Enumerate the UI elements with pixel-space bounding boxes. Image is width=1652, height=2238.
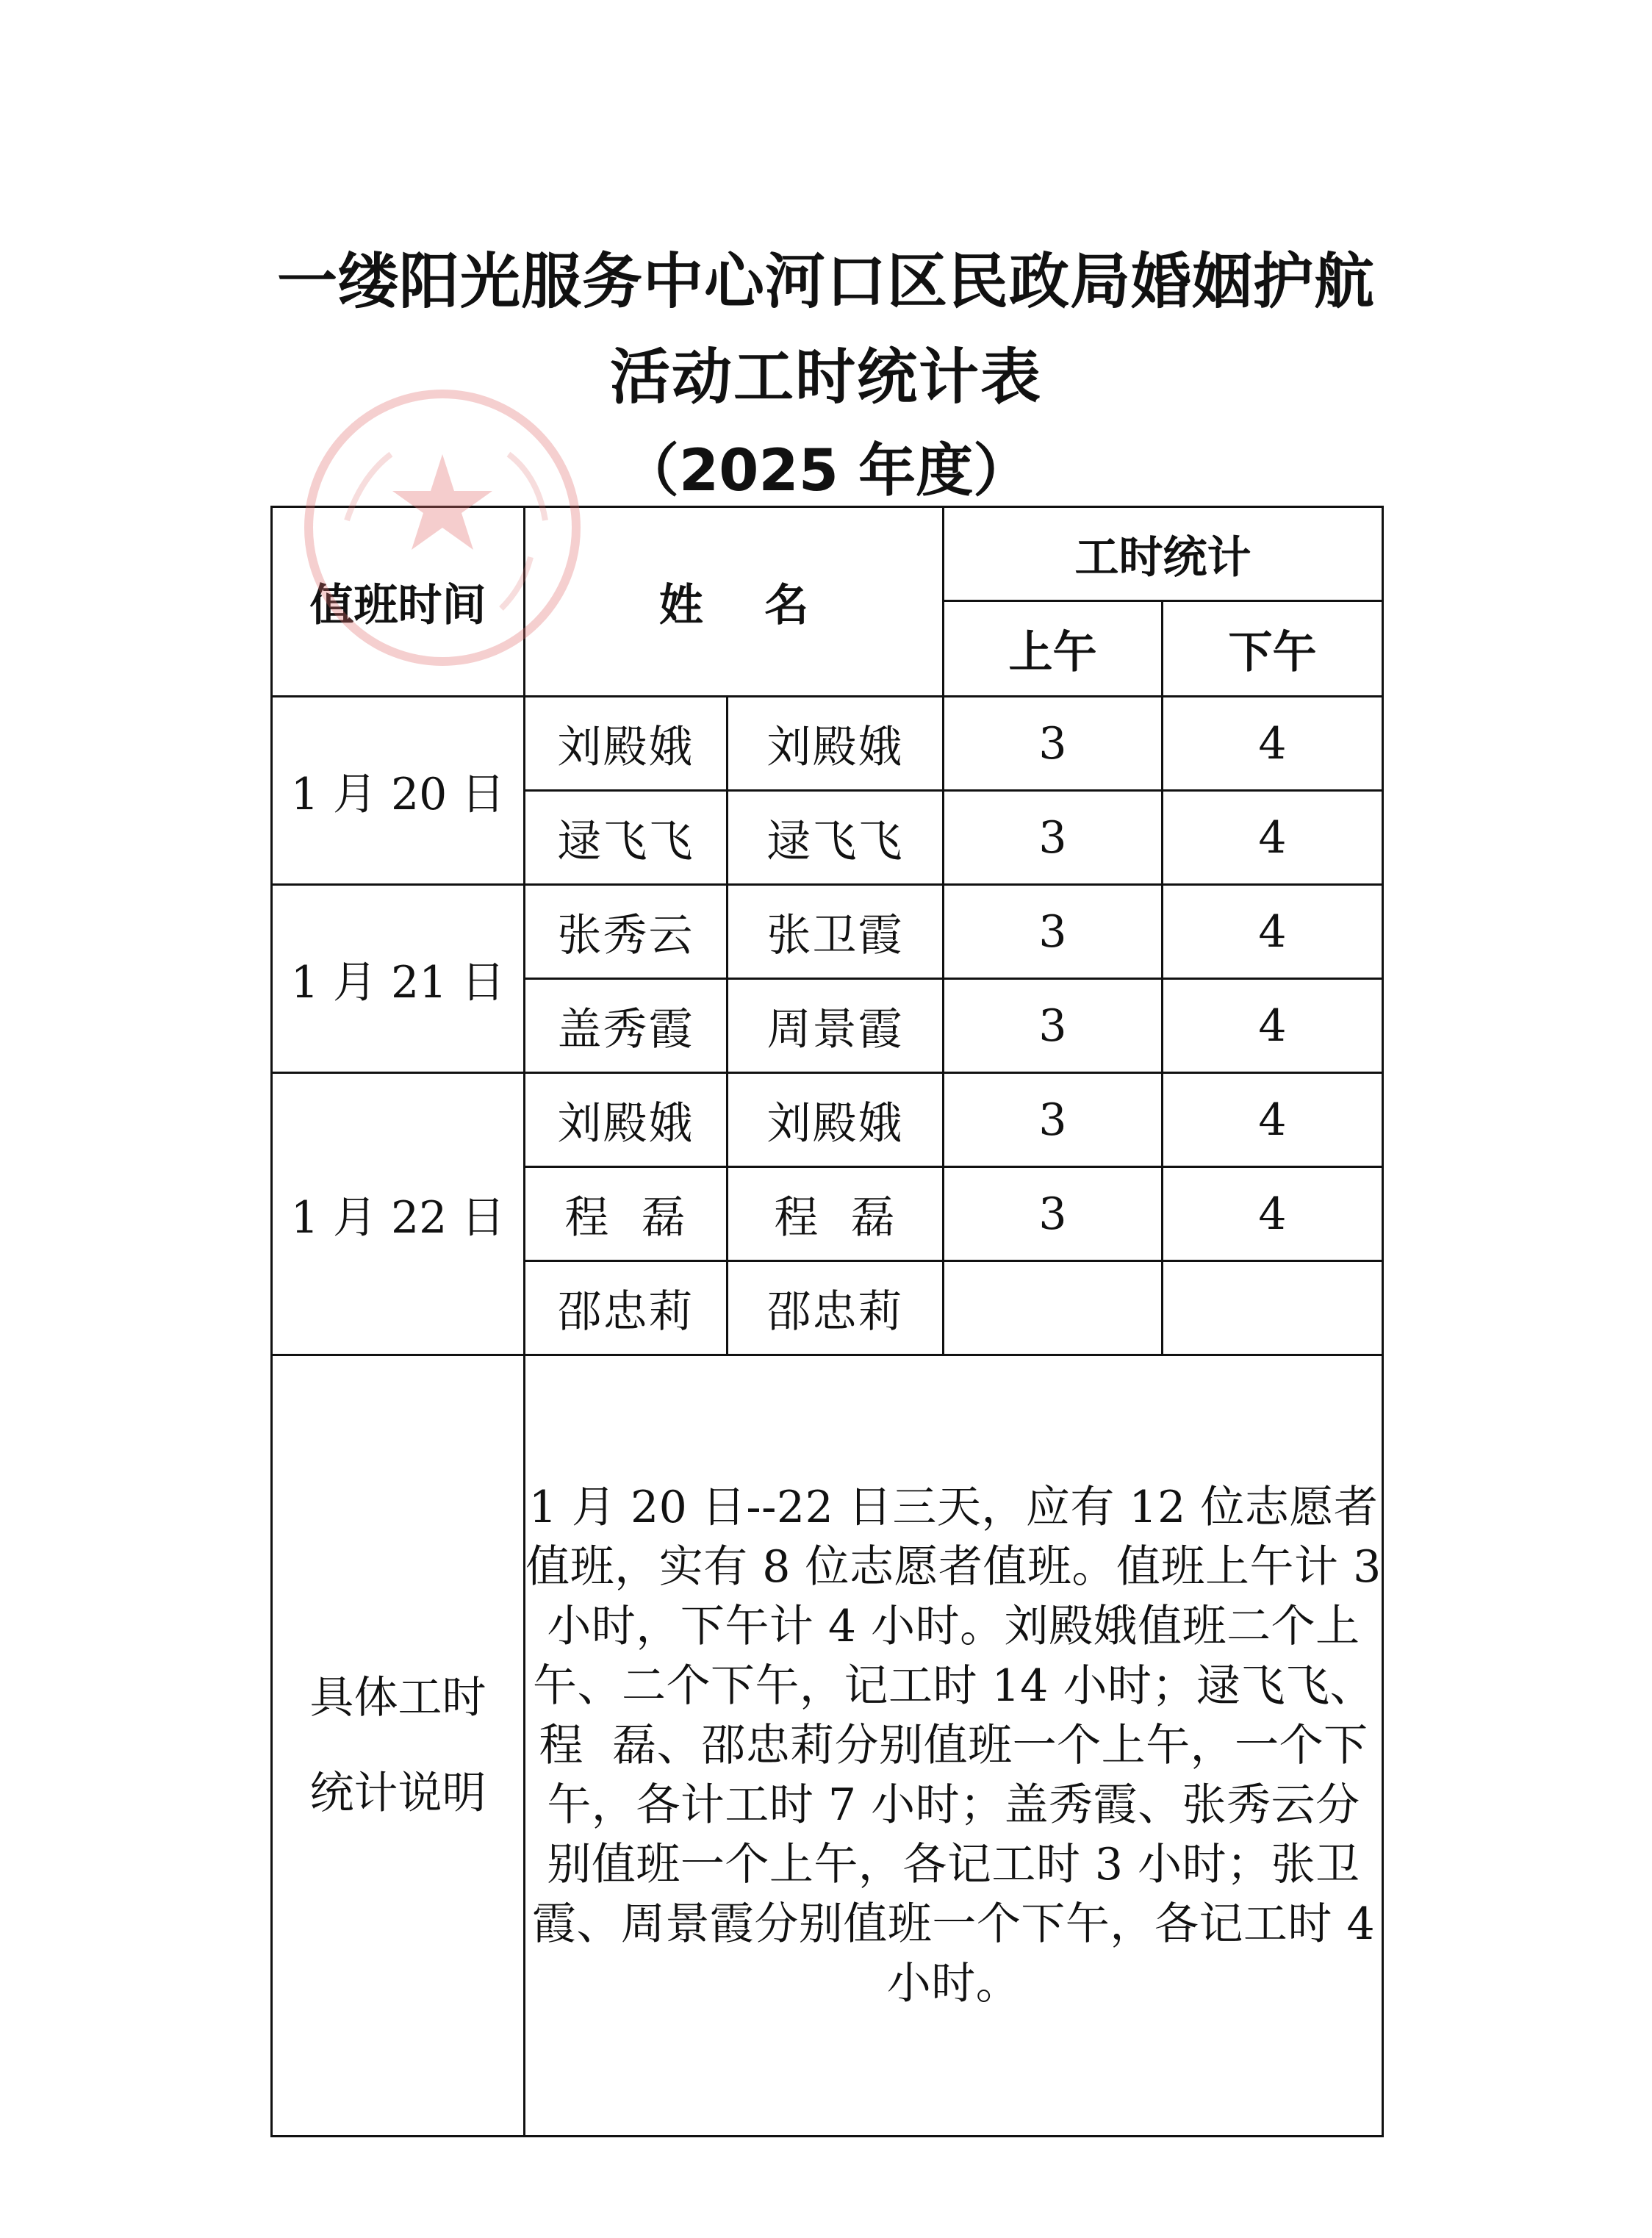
explanation-row [272,1355,1383,2137]
table-row [272,697,1383,791]
hours-table [270,506,1396,2137]
name-cell: 程 磊 [728,1167,944,1261]
morning-hours-cell: 3 [944,791,1163,885]
header-name: 姓 名 [525,507,944,697]
name-cell: 张秀云 [525,885,728,979]
morning-hours-cell: 3 [944,885,1163,979]
afternoon-hours-cell: 4 [1163,979,1383,1073]
name-cell: 邵忠莉 [728,1261,944,1355]
document-title-line-1: 一缕阳光服务中心河口区民政局婚姻护航 [276,247,1375,317]
explanation-label [272,1355,525,2137]
document-year: （2025 年度） [621,438,1031,504]
name-cell: 周景霞 [728,979,944,1073]
name-cell: 刘殿娥 [525,697,728,791]
date-cell: 1 月 20 日 [272,697,525,885]
header-hours-stats: 工时统计 [944,507,1383,601]
name-cell: 程 磊 [525,1167,728,1261]
table-row [272,1073,1383,1167]
header-morning: 上午 [944,601,1163,697]
morning-hours-cell: 3 [944,1073,1163,1167]
date-cell: 1 月 22 日 [272,1073,525,1355]
document-title-line-2: 活动工时统计表 [609,342,1042,412]
afternoon-hours-cell: 4 [1163,1073,1383,1167]
explanation-label-line: 具体工时 [309,1672,486,1724]
morning-hours-cell: 3 [944,1167,1163,1261]
official-seal-stamp [288,373,597,682]
afternoon-hours-cell: 4 [1163,791,1383,885]
morning-hours-cell [944,1261,1163,1355]
afternoon-hours-cell: 4 [1163,1167,1383,1261]
name-cell: 刘殿娥 [728,1073,944,1167]
afternoon-hours-cell: 4 [1163,885,1383,979]
name-cell: 盖秀霞 [525,979,728,1073]
name-cell: 逯飞飞 [728,791,944,885]
afternoon-hours-cell [1163,1261,1383,1355]
name-cell: 刘殿娥 [728,697,944,791]
name-cell: 邵忠莉 [525,1261,728,1355]
morning-hours-cell: 3 [944,697,1163,791]
explanation-label-line: 统计说明 [309,1768,486,1819]
name-cell: 逯飞飞 [525,791,728,885]
header-afternoon: 下午 [1163,601,1383,697]
header-duty-time: 值班时间 [272,507,525,697]
table-row [272,885,1383,979]
afternoon-hours-cell: 4 [1163,697,1383,791]
morning-hours-cell: 3 [944,979,1163,1073]
name-cell: 张卫霞 [728,885,944,979]
date-cell: 1 月 21 日 [272,885,525,1073]
explanation-text: 1 月 20 日--22 日三天，应有 12 位志愿者值班，实有 8 位志愿者值班。值班上午计 3 小时，下午计 4 小时。刘殿娥值班二个上午、二个下午，记工时 14 小时；逯飞飞、程 磊、邵忠莉分别值班一个上午，一个下午，各计工时 7 小时；盖秀霞、张秀云分别值班一个上午，各记工时 3 小时；张卫霞、周景霞分别值班一个下午，各记工时 4 小时。 [525,1355,1383,2137]
name-cell: 刘殿娥 [525,1073,728,1167]
